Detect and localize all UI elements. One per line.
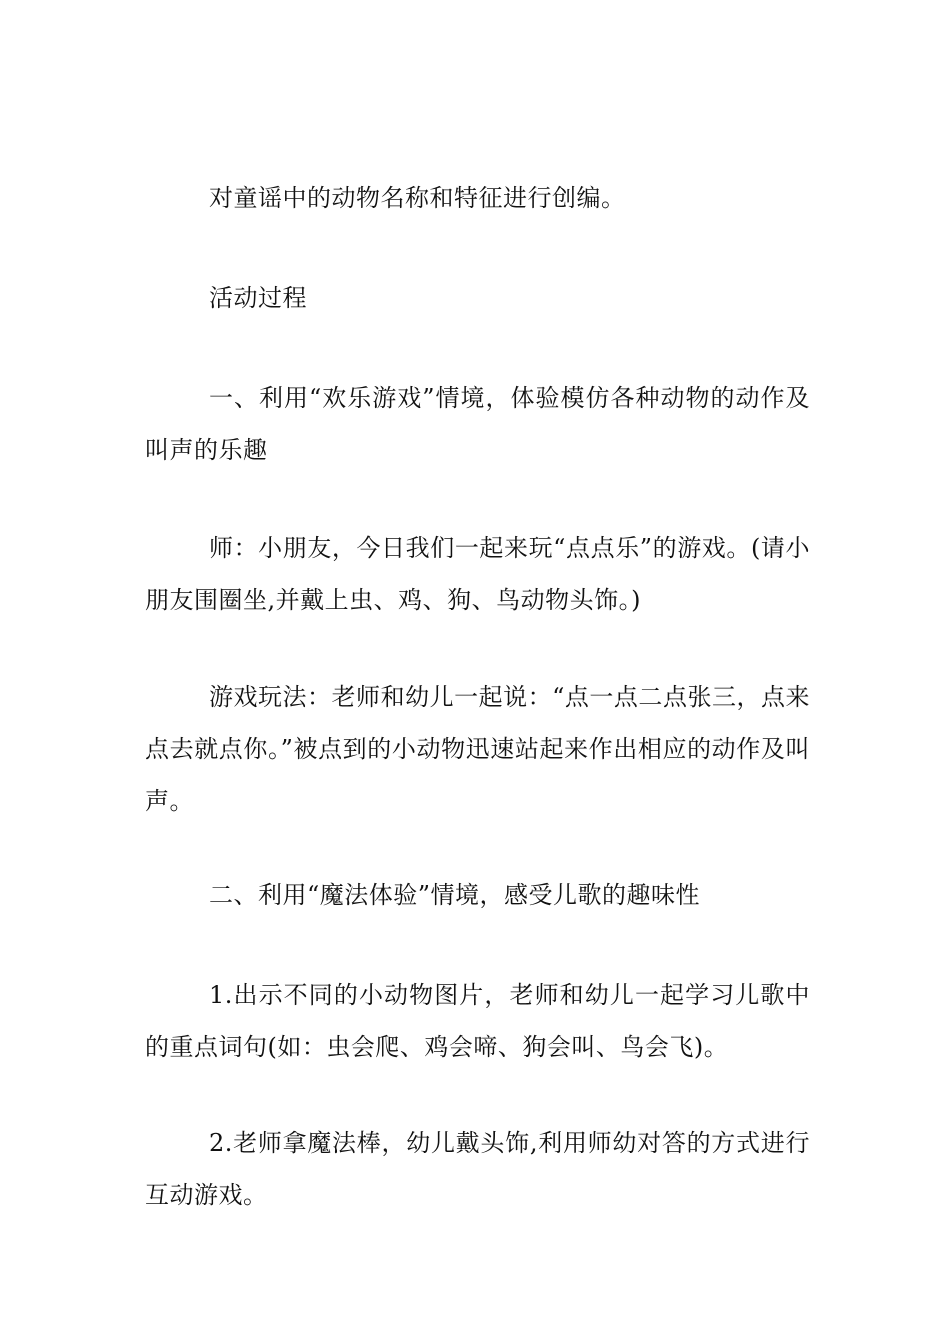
paragraph-intro: 对童谣中的动物名称和特征进行创编。 bbox=[209, 184, 626, 212]
section-heading-activity-process: 活动过程 bbox=[209, 284, 307, 312]
section-heading-part-one: 一、利用“欢乐游戏”情境，体验模仿各种动物的动作及叫声的乐趣 bbox=[145, 384, 810, 464]
list-item-step-one: 1.出示不同的小动物图片，老师和幼儿一起学习儿歌中的重点词句(如：虫会爬、鸡会啼、狗会叫、鸟会飞)。 bbox=[145, 981, 810, 1061]
section-heading-part-two: 二、利用“魔法体验”情境，感受儿歌的趣味性 bbox=[209, 881, 701, 909]
paragraph-teacher-intro: 师：小朋友，今日我们一起来玩“点点乐”的游戏。(请小朋友围圈坐,并戴上虫、鸡、狗、鸟动物头饰。) bbox=[145, 534, 810, 614]
paragraph-game-rules: 游戏玩法：老师和幼儿一起说：“点一点二点张三，点来点去就点你。”被点到的小动物迅速站起来作出相应的动作及叫声。 bbox=[145, 683, 810, 815]
list-item-step-two: 2.老师拿魔法棒，幼儿戴头饰,利用师幼对答的方式进行互动游戏。 bbox=[145, 1129, 810, 1209]
